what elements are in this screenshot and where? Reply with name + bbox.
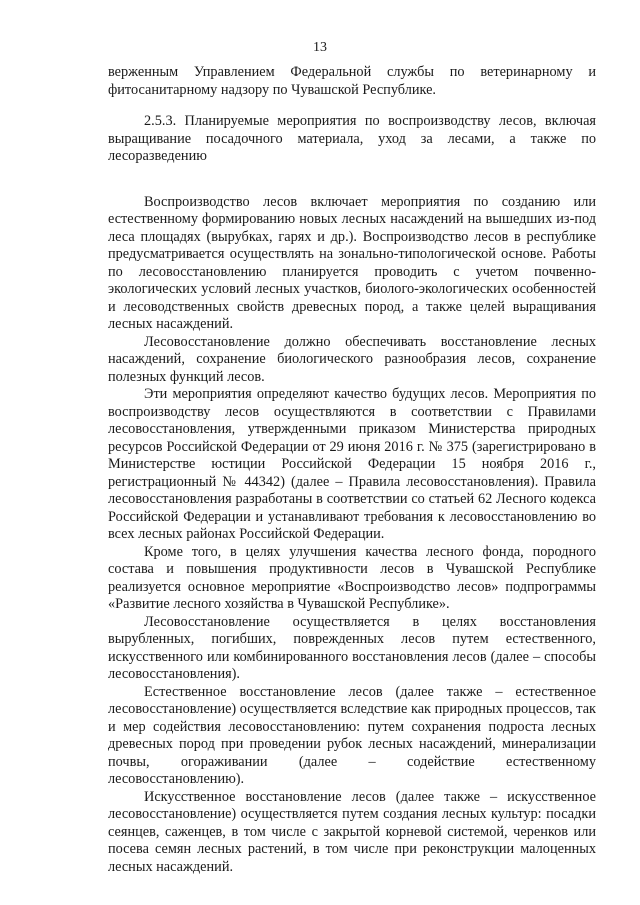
paragraph: Естественное восстановление лесов (далее также – естественное лесовосстановление) осуществляется вследствие как природных процессов, так и мер содействия лесовосстановлению: путем сохранения подроста лесных древесных пород при проведении рубок лесных насаждений, минерализации почвы, огораживании (далее – содействие естественному лесовосстановлению). — [108, 683, 596, 787]
paragraph: Воспроизводство лесов включает мероприятия по созданию или естественному формированию новых лесных насаждений на вышедших из-под леса площадях (вырубках, гарях и др.). Воспроизводство лесов в республике предусматривается осуществлять на зонально-типологической основе. Работы по лесовосстановлению планируется проводить с учетом почвенно-экологических условий лесных участков, биолого-экологических особенностей и лесоводственных свойств древесных пород, а также целей выращивания лесных насаждений. — [108, 193, 596, 332]
paragraph: Кроме того, в целях улучшения качества лесного фонда, породного состава и повышения продуктивности лесов в Чувашской Республике реализуется основное мероприятие «Воспроизводство лесов» подпрограммы «Развитие лесного хозяйства в Чувашской Республике». — [108, 543, 596, 612]
section-heading: 2.5.3. Планируемые мероприятия по воспроизводству лесов, включая выращивание посадочного материала, уход за лесами, а также по лесоразведению — [108, 113, 596, 164]
page-number: 13 — [313, 40, 327, 55]
paragraph: Лесовосстановление осуществляется в целях восстановления вырубленных, погибших, поврежденных лесов путем естественного, искусственного или комбинированного восстановления лесов (далее – способы лесовосстановления). — [108, 613, 596, 682]
paragraph: Лесовосстановление должно обеспечивать восстановление лесных насаждений, сохранение биологического разнообразия лесов, сохранение полезных функций лесов. — [108, 333, 596, 385]
continued-paragraph: верженным Управлением Федеральной службы по ветеринарному и фитосанитарному надзору по Чувашской Республике. — [108, 64, 596, 98]
paragraph: Искусственное восстановление лесов (далее также – искусственное лесовосстановление) осуществляется путем создания лесных культур: посадки сеянцев, саженцев, в том числе с закрытой корневой системой, черенков или посева семян лесных растений, в том числе при реконструкции малоценных лесных насаждений. — [108, 788, 596, 875]
paragraph: Эти мероприятия определяют качество будущих лесов. Мероприятия по воспроизводству лесов осуществляются в соответствии с Правилами лесовосстановления, утвержденными приказом Министерства природных ресурсов Российской Федерации от 29 июня 2016 г. № 375 (зарегистрировано в Министерстве юстиции Российской Федерации 15 ноября 2016 г., регистрационный № 44342) (далее – Правила лесовосстановления). Правила лесовосстановления разработаны в соответствии со статьей 62 Лесного кодекса Российской Федерации и устанавливают требования к лесовосстановлению во всех лесных районах Российской Федерации. — [108, 386, 596, 542]
page-body — [108, 64, 596, 876]
